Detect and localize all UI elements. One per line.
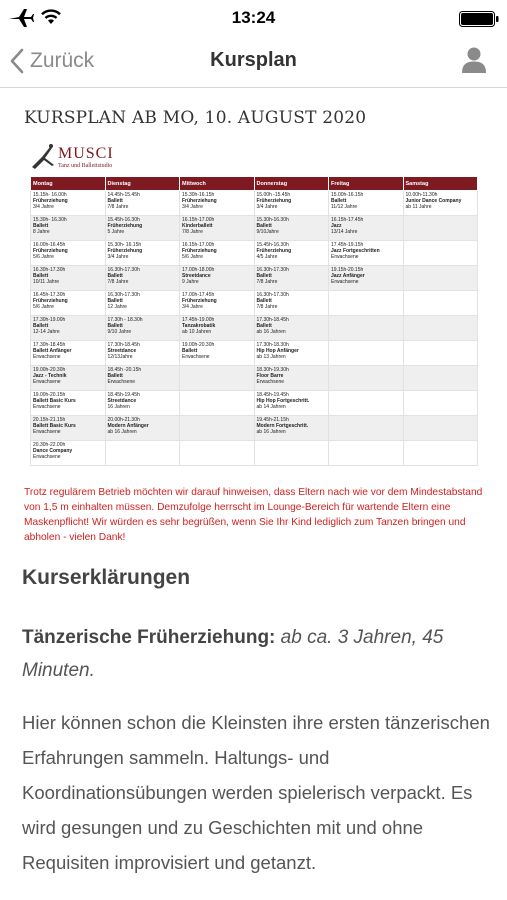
course-time: 16.30h-17.30h	[107, 267, 140, 273]
course-title: Früherziehung	[33, 198, 68, 204]
course-time: 18.45h-19.45h	[256, 392, 289, 398]
course-time: 17.00h-17.45h	[182, 292, 215, 298]
status-bar	[0, 0, 507, 36]
course-title: Ballett	[33, 223, 49, 229]
schedule-row	[31, 191, 478, 216]
course-title: Tanzakrobatik	[182, 323, 216, 329]
course-age: 5 Jahre	[107, 229, 125, 235]
course-age: 12-14 Jahre	[33, 329, 60, 335]
course-time: 15.30h- 16.15h	[107, 242, 142, 248]
course-time: 16.15h-17.00h	[182, 217, 215, 223]
course-title: Hip Hop Anfänger	[256, 348, 299, 354]
course-age: ab 16 Jahren	[256, 429, 286, 435]
schedule-cell	[105, 441, 180, 466]
course-title: Hip Hop Fortgeschritt.	[256, 398, 310, 404]
schedule-cell	[403, 416, 478, 441]
course-title: Streetdance	[107, 398, 137, 404]
course-title: Früherziehung	[33, 298, 68, 304]
course-age: 12 Jahre	[107, 304, 127, 310]
course-age: 3/4 Jahre	[182, 204, 203, 210]
course-time: 16.30h-17.30h	[256, 292, 289, 298]
schedule-cell	[329, 441, 404, 466]
course-title: Ballett	[33, 273, 49, 279]
schedule-cell	[329, 266, 404, 291]
schedule-cell	[254, 266, 329, 291]
course-age: 7/8 Jahre	[107, 279, 129, 285]
course-title: Streetdance	[182, 273, 211, 279]
course-title: Modern Fortgeschritt.	[256, 423, 309, 429]
schedule-cell	[329, 341, 404, 366]
course-age: 3/4 Jahre	[33, 204, 54, 210]
dancer-logo-icon	[30, 143, 58, 173]
day-header: Mittwoch	[180, 177, 255, 191]
schedule-cell	[180, 191, 255, 216]
schedule-cell	[31, 416, 106, 441]
course-time: 16.30h-17.30h	[33, 267, 66, 273]
course-age: ab 10 Jahren	[182, 329, 212, 335]
course-time: 20.00h-21.30h	[107, 417, 140, 423]
course-time: 15.15h- 16.00h	[33, 192, 67, 198]
course-age: Erwachsene	[107, 379, 136, 385]
schedule-cell	[254, 291, 329, 316]
schedule-cell	[31, 291, 106, 316]
course-title: Ballett	[107, 273, 123, 279]
schedule-cell	[31, 391, 106, 416]
course-description: Hier können schon die Kleinsten ihre ersten tänzerischen Erfahrungen sammeln. Haltungs- und Koordinationsübungen werden spielerisch verpackt. Es wird gesungen und zu Geschichten mit und ohne Requisiten improvisiert und getanzt.	[22, 712, 490, 873]
course-title: Ballett	[256, 273, 272, 279]
course-title: Jazz Fortgeschritten	[331, 248, 380, 254]
schedule-cell	[180, 416, 255, 441]
course-time: 19.45h-21.15h	[256, 417, 289, 423]
schedule-cell	[403, 441, 478, 466]
course-age: Erwachsene	[33, 354, 61, 360]
schedule-cell	[180, 341, 255, 366]
course-time: 15.45h-16.30h	[107, 217, 140, 223]
schedule-cell	[180, 441, 255, 466]
course-age: 3/4 Jahre	[256, 204, 278, 210]
schedule-cell	[180, 366, 255, 391]
course-time: 18.30h-19.30h	[256, 367, 289, 373]
course-time: 15.30h- 16.30h	[33, 217, 67, 223]
schedule-cell	[329, 391, 404, 416]
course-title: Früherziehung	[107, 248, 143, 254]
course-age: 16 Jahren	[107, 404, 130, 410]
course-age: 5/6 Jahre	[182, 254, 203, 260]
schedule-cell	[180, 291, 255, 316]
course-title: Ballett	[107, 198, 123, 204]
course-time: 16.30h-17.30h	[107, 292, 140, 298]
schedule-cell	[105, 291, 180, 316]
course-time: 18.45h-19.45h	[107, 392, 140, 398]
notice-text: Trotz regulärem Betrieb möchten wir darauf hinweisen, dass Eltern nach wie vor dem Mindestabstand von 1,5 m einhalten müssen. Demzufolge herrscht im Lounge-Bereich für wartende Eltern eine Maskenpflicht! Wir würden es sehr begrüßen, wenn Sie Ihr Kind lediglich zum Tanzen bringen und abholen - vielen Dank!	[24, 487, 483, 543]
course-age: 7/8 Jahre	[256, 279, 278, 285]
schedule-cell	[254, 441, 329, 466]
course-age: 7/8 Jahre	[256, 304, 278, 310]
back-button-label: Zurück	[30, 49, 95, 72]
schedule-row	[31, 266, 478, 291]
course-title: Jazz	[331, 223, 342, 229]
schedule-cell	[329, 316, 404, 341]
schedule-cell	[329, 216, 404, 241]
course-title: Kinderballett	[182, 223, 213, 229]
schedule-cell	[105, 316, 180, 341]
schedule-cell	[180, 266, 255, 291]
schedule-cell	[105, 341, 180, 366]
course-age: 5/6 Jahre	[33, 254, 54, 260]
course-age: Erwachsene	[331, 279, 359, 285]
course-title: Ballett Anfänger	[33, 348, 72, 354]
course-heading	[22, 621, 492, 687]
schedule-cell	[403, 391, 478, 416]
course-time: 19.15h-20.15h	[331, 267, 364, 273]
course-time: 20.30h-22.00h	[33, 442, 66, 448]
course-time: 17.30h-18.45h	[107, 342, 140, 348]
schedule-cell	[105, 391, 180, 416]
course-time: 16.00h-16.45h	[33, 242, 66, 248]
course-time: 16.45h-17.30h	[33, 292, 66, 298]
course-age: ab 14 Jahren	[256, 404, 286, 410]
schedule-cell	[105, 366, 180, 391]
schedule-row	[31, 341, 478, 366]
page-title: Kursplan	[210, 49, 297, 71]
course-title: Ballett	[256, 323, 272, 329]
course-title: Jazz Anfänger	[331, 273, 365, 279]
schedule-cell	[31, 441, 106, 466]
schedule-row	[31, 391, 478, 416]
logo-subtitle: Tanz und Ballettstudio	[58, 163, 113, 169]
navigation-bar	[0, 36, 507, 88]
schedule-cell	[254, 241, 329, 266]
course-name: Tänzerische Früherziehung:	[22, 627, 276, 648]
course-age: 13/14 Jahre	[331, 229, 358, 235]
course-title: Floor Barre	[256, 373, 284, 379]
schedule-cell	[254, 316, 329, 341]
course-time: 15.30h-16.15h	[182, 192, 215, 198]
course-title: Ballett Basic Kurs	[33, 398, 76, 404]
course-time: 17.45h-19.15h	[331, 242, 364, 248]
course-title: Früherziehung	[256, 248, 292, 254]
schedule-cell	[329, 191, 404, 216]
course-title: Ballett Basic Kurs	[33, 423, 76, 429]
course-time: 19.00h-20.15h	[33, 392, 66, 398]
day-header: Freitag	[329, 177, 404, 191]
schedule-row	[31, 241, 478, 266]
schedule-table	[30, 176, 478, 466]
schedule-cell	[254, 366, 329, 391]
course-title: Früherziehung	[33, 248, 68, 254]
schedule-cell	[403, 191, 478, 216]
schedule-cell	[403, 266, 478, 291]
course-age: Erwachsene	[33, 404, 61, 410]
course-time: 15.45h-16.30h	[256, 242, 289, 248]
schedule-cell	[31, 366, 106, 391]
schedule-cell	[31, 241, 106, 266]
course-age: Erwachsene	[33, 429, 61, 435]
schedule-row	[31, 291, 478, 316]
course-info: ab ca. 3 Jahren, 45 Minuten.	[22, 627, 444, 681]
schedule-row	[31, 216, 478, 241]
course-time: 20.15h-21.15h	[33, 417, 66, 423]
course-age: 12/13Jahre	[107, 354, 133, 360]
schedule-cell	[329, 366, 404, 391]
day-header: Donnerstag	[254, 177, 329, 191]
course-title: Früherziehung	[182, 298, 217, 304]
schedule-cell	[254, 391, 329, 416]
course-age: Erwachsene	[182, 354, 210, 360]
course-age: ab 13 Jahren	[256, 354, 286, 360]
course-time: 17.30h-19.00h	[33, 317, 66, 323]
schedule-cell	[329, 416, 404, 441]
schedule-row	[31, 441, 478, 466]
course-time: 16.15h-17.45h	[331, 217, 364, 223]
course-title: Ballett	[107, 298, 123, 304]
course-age: 3/4 Jahre	[182, 304, 203, 310]
course-time: 17.45h-19.00h	[182, 317, 215, 323]
schedule-cell	[105, 416, 180, 441]
course-title: Junior Dance Company	[405, 198, 462, 204]
course-age: 9/10Jahre	[256, 229, 279, 235]
course-age: ab 11 Jahre	[405, 204, 432, 210]
course-time: 14.45h-15.45h	[107, 192, 140, 198]
schedule-cell	[31, 341, 106, 366]
schedule-cell	[329, 241, 404, 266]
course-title: Früherziehung	[182, 248, 217, 254]
schedule-cell	[403, 366, 478, 391]
course-age: Erwachsene	[256, 379, 285, 385]
schedule-cell	[254, 416, 329, 441]
course-age: 11/12 Jahre	[331, 204, 358, 210]
course-age: 7/8 Jahre	[107, 204, 129, 210]
course-time: 17.30h - 18.30h	[107, 317, 143, 323]
schedule-cell	[31, 266, 106, 291]
course-time: 18.45h -20.15h	[107, 367, 142, 373]
schedule-row	[31, 366, 478, 391]
course-age: 7/8 Jahre	[182, 229, 203, 235]
battery-icon	[459, 11, 499, 27]
schedule-cell	[254, 341, 329, 366]
schedule-cell	[403, 341, 478, 366]
course-title: Ballett	[33, 323, 49, 329]
course-time: 17.00h-18.00h	[182, 267, 215, 273]
course-title: Ballett	[256, 223, 272, 229]
course-title: Ballett	[331, 198, 347, 204]
course-age: 4/5 Jahre	[256, 254, 278, 260]
course-age: ab 16 Jahren	[107, 429, 137, 435]
course-title: Streetdance	[107, 348, 137, 354]
course-age: 9 Jahre	[182, 279, 199, 285]
course-time: 16.30h-17.30h	[256, 267, 289, 273]
schedule-row	[31, 316, 478, 341]
course-age: 5/6 Jahre	[33, 304, 54, 310]
schedule-cell	[403, 316, 478, 341]
schedule-cell	[105, 191, 180, 216]
schedule-cell	[254, 216, 329, 241]
schedule-cell	[31, 316, 106, 341]
course-time: 17.30h-18.30h	[256, 342, 289, 348]
schedule-cell	[105, 266, 180, 291]
course-title: Dance Company	[33, 448, 73, 454]
schedule-cell	[329, 291, 404, 316]
schedule-cell	[403, 241, 478, 266]
schedule-title: KURSPLAN AB MO, 10. AUGUST 2020	[24, 108, 367, 128]
schedule-cell	[105, 216, 180, 241]
course-age: 3/4 Jahre	[107, 254, 129, 260]
status-time: 13:24	[231, 8, 276, 27]
course-age: Erwachsene	[33, 379, 61, 385]
course-time: 17.30h-18.45h	[256, 317, 289, 323]
course-title: Früherziehung	[256, 198, 292, 204]
course-title: Ballett	[182, 348, 198, 354]
course-time: 16.15h-17.00h	[182, 242, 215, 248]
course-time: 15.00h -15.45h	[256, 192, 291, 198]
course-title: Modern Anfänger	[107, 423, 149, 429]
studio-logo	[30, 143, 150, 175]
profile-icon[interactable]	[461, 46, 487, 74]
schedule-header-row	[31, 177, 478, 191]
course-title: Früherziehung	[182, 198, 217, 204]
course-title: Ballett	[256, 298, 272, 304]
section-heading: Kurserklärungen	[22, 566, 191, 589]
course-time: 10.00h-11.30h	[405, 192, 438, 198]
day-header: Samstag	[403, 177, 478, 191]
course-age: ab 16 Jahren	[256, 329, 286, 335]
schedule-cell	[403, 216, 478, 241]
schedule-cell	[105, 241, 180, 266]
schedule-cell	[180, 316, 255, 341]
schedule-cell	[254, 191, 329, 216]
course-time: 15.00h-16.15h	[331, 192, 364, 198]
course-title: Jazz - Technik	[33, 373, 67, 379]
schedule-row	[31, 416, 478, 441]
course-age: 9/10 Jahre	[107, 329, 132, 335]
course-title: Ballett	[107, 323, 123, 329]
day-header: Montag	[31, 177, 106, 191]
course-time: 15.30h-16.30h	[256, 217, 289, 223]
course-time: 19.00h-20.30h	[33, 367, 66, 373]
course-age: Erwachsene	[33, 454, 61, 460]
logo-name: MUSCI	[58, 145, 114, 162]
course-title: Ballett	[107, 373, 123, 379]
course-age: 8 Jahre	[33, 229, 50, 235]
schedule-cell	[180, 391, 255, 416]
schedule-cell	[31, 191, 106, 216]
schedule-cell	[31, 216, 106, 241]
schedule-cell	[180, 216, 255, 241]
schedule-cell	[403, 291, 478, 316]
course-age: 10/11 Jahre	[33, 279, 60, 285]
course-title: Früherziehung	[107, 223, 143, 229]
course-time: 17.30h-18.45h	[33, 342, 66, 348]
day-header: Dienstag	[105, 177, 180, 191]
course-time: 19.00h-20.30h	[182, 342, 215, 348]
course-age: Erwachsene	[331, 254, 359, 260]
schedule-cell	[180, 241, 255, 266]
